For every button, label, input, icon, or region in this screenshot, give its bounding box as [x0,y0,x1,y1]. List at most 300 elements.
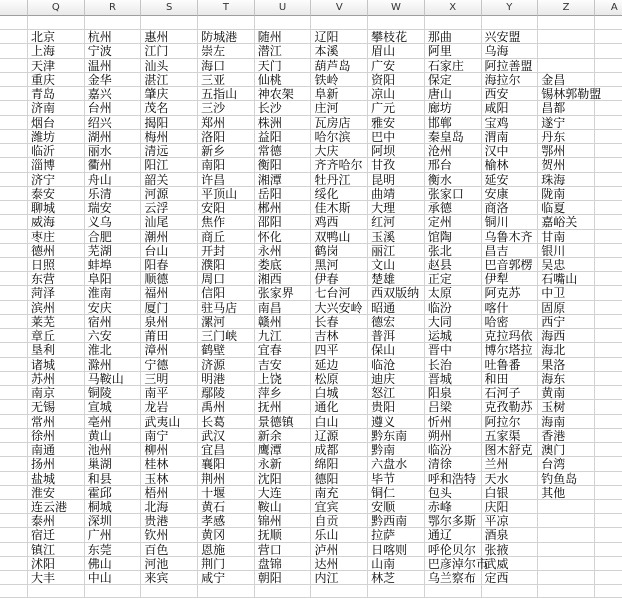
sheet-cell[interactable]: 南昌 [255,301,312,315]
sheet-cell[interactable]: 阳江 [141,158,198,172]
sheet-cell[interactable]: 固原 [538,301,595,315]
sheet-cell[interactable] [538,30,595,44]
sheet-cell[interactable]: 大同 [425,315,482,329]
sheet-cell[interactable] [0,457,28,471]
sheet-cell[interactable]: 铜仁 [368,486,425,500]
sheet-cell[interactable] [0,372,28,386]
sheet-cell[interactable]: 吉林 [311,329,368,343]
sheet-cell[interactable]: 恩施 [198,543,255,557]
sheet-cell[interactable]: 许昌 [198,173,255,187]
sheet-cell[interactable]: 自贡 [311,514,368,528]
sheet-cell[interactable]: 乌鲁木齐 [482,230,539,244]
sheet-cell[interactable] [595,158,622,172]
sheet-cell[interactable]: 黔东南 [368,429,425,443]
sheet-cell[interactable]: 赣州 [255,315,312,329]
sheet-cell[interactable]: 南阳 [198,158,255,172]
sheet-cell[interactable] [0,543,28,557]
sheet-cell[interactable] [595,101,622,115]
sheet-cell[interactable]: 定州 [425,215,482,229]
sheet-cell[interactable] [255,16,312,30]
sheet-cell[interactable] [0,472,28,486]
sheet-cell[interactable]: 鹰潭 [255,443,312,457]
sheet-cell[interactable]: 抚州 [255,400,312,414]
sheet-cell[interactable]: 博尔塔拉 [482,343,539,357]
sheet-cell[interactable]: 菏泽 [28,286,85,300]
sheet-cell[interactable]: 兴安盟 [482,30,539,44]
sheet-cell[interactable]: 开封 [198,244,255,258]
sheet-cell[interactable]: 大兴安岭 [311,301,368,315]
sheet-cell[interactable]: 和田 [482,372,539,386]
sheet-cell[interactable] [0,116,28,130]
sheet-cell[interactable]: 泰州 [28,514,85,528]
sheet-cell[interactable]: 池州 [85,443,142,457]
sheet-cell[interactable]: 泸州 [311,543,368,557]
sheet-cell[interactable]: 本溪 [311,44,368,58]
sheet-cell[interactable]: 兰州 [482,457,539,471]
sheet-cell[interactable] [595,415,622,429]
sheet-cell[interactable]: 馆陶 [425,230,482,244]
sheet-cell[interactable] [255,585,312,598]
sheet-cell[interactable]: 常州 [28,415,85,429]
sheet-cell[interactable]: 阜阳 [85,272,142,286]
sheet-cell[interactable]: 松原 [311,372,368,386]
sheet-cell[interactable]: 亳州 [85,415,142,429]
sheet-cell[interactable]: 曲靖 [368,187,425,201]
sheet-cell[interactable]: 佳木斯 [311,201,368,215]
sheet-cell[interactable]: 黄南 [538,386,595,400]
sheet-cell[interactable]: 南通 [28,443,85,457]
sheet-cell[interactable]: 其他 [538,486,595,500]
column-header-a[interactable]: A [595,0,622,16]
sheet-cell[interactable]: 玉树 [538,400,595,414]
sheet-cell[interactable] [595,585,622,598]
sheet-cell[interactable]: 海东 [538,372,595,386]
sheet-cell[interactable]: 新余 [255,429,312,443]
column-header-s[interactable]: S [141,0,198,16]
sheet-cell[interactable]: 日喀则 [368,543,425,557]
sheet-cell[interactable]: 烟台 [28,116,85,130]
sheet-cell[interactable]: 南充 [311,486,368,500]
sheet-cell[interactable]: 海北 [538,343,595,357]
sheet-cell[interactable]: 保山 [368,343,425,357]
sheet-cell[interactable]: 神农架 [255,87,312,101]
sheet-cell[interactable]: 澳门 [538,443,595,457]
sheet-cell[interactable]: 鸡西 [311,215,368,229]
sheet-cell[interactable] [595,173,622,187]
sheet-cell[interactable] [595,329,622,343]
sheet-cell[interactable]: 丽江 [368,244,425,258]
sheet-cell[interactable]: 辽源 [311,429,368,443]
sheet-cell[interactable]: 梅州 [141,130,198,144]
sheet-cell[interactable]: 宁德 [141,358,198,372]
sheet-cell[interactable] [0,144,28,158]
sheet-cell[interactable] [595,230,622,244]
sheet-cell[interactable]: 昆明 [368,173,425,187]
sheet-cell[interactable]: 钦州 [141,528,198,542]
sheet-cell[interactable]: 庄河 [311,101,368,115]
sheet-cell[interactable]: 湘西 [255,272,312,286]
sheet-cell[interactable]: 资阳 [368,73,425,87]
sheet-cell[interactable] [538,543,595,557]
sheet-cell[interactable]: 湘潭 [255,173,312,187]
sheet-cell[interactable]: 金昌 [538,73,595,87]
sheet-cell[interactable] [0,557,28,571]
sheet-cell[interactable]: 怀化 [255,230,312,244]
sheet-cell[interactable]: 钓鱼岛 [538,472,595,486]
sheet-cell[interactable]: 酒泉 [482,528,539,542]
sheet-cell[interactable]: 阿坝 [368,144,425,158]
sheet-cell[interactable]: 朝阳 [255,571,312,585]
sheet-cell[interactable]: 贵阳 [368,400,425,414]
sheet-cell[interactable]: 龙岩 [141,400,198,414]
sheet-cell[interactable]: 安庆 [85,301,142,315]
sheet-cell[interactable]: 顺德 [141,272,198,286]
sheet-cell[interactable]: 石家庄 [425,59,482,73]
sheet-cell[interactable]: 重庆 [28,73,85,87]
sheet-cell[interactable]: 毕节 [368,472,425,486]
sheet-cell[interactable]: 玉溪 [368,230,425,244]
sheet-cell[interactable]: 太原 [425,286,482,300]
sheet-cell[interactable]: 鄂州 [538,144,595,158]
sheet-cell[interactable]: 德阳 [311,472,368,486]
sheet-cell[interactable]: 鞍山 [255,500,312,514]
sheet-cell[interactable]: 云浮 [141,201,198,215]
sheet-cell[interactable]: 广安 [368,59,425,73]
sheet-cell[interactable] [595,130,622,144]
sheet-cell[interactable]: 济宁 [28,173,85,187]
sheet-cell[interactable] [0,343,28,357]
sheet-cell[interactable]: 甘南 [538,230,595,244]
sheet-cell[interactable]: 拉萨 [368,528,425,542]
sheet-cell[interactable] [0,16,28,30]
sheet-cell[interactable] [0,429,28,443]
sheet-cell[interactable]: 锡林郭勒盟 [538,87,595,101]
sheet-cell[interactable]: 乌兰察布 [425,571,482,585]
sheet-cell[interactable] [0,44,28,58]
sheet-cell[interactable]: 滨州 [28,301,85,315]
sheet-cell[interactable]: 贵港 [141,514,198,528]
sheet-cell[interactable]: 禹州 [198,400,255,414]
sheet-cell[interactable]: 凉山 [368,87,425,101]
sheet-cell[interactable] [368,16,425,30]
sheet-cell[interactable] [198,16,255,30]
sheet-cell[interactable]: 崇左 [198,44,255,58]
sheet-cell[interactable]: 大连 [255,486,312,500]
sheet-cell[interactable]: 西安 [482,87,539,101]
sheet-cell[interactable]: 巴彦淖尔市 [425,557,482,571]
sheet-cell[interactable] [0,301,28,315]
sheet-cell[interactable] [0,329,28,343]
sheet-cell[interactable]: 蚌埠 [85,258,142,272]
sheet-cell[interactable]: 三亚 [198,73,255,87]
sheet-cell[interactable]: 湖州 [85,130,142,144]
sheet-cell[interactable]: 海拉尔 [482,73,539,87]
sheet-cell[interactable]: 台湾 [538,457,595,471]
sheet-cell[interactable]: 无锡 [28,400,85,414]
sheet-cell[interactable]: 东营 [28,272,85,286]
sheet-cell[interactable]: 惠州 [141,30,198,44]
sheet-cell[interactable] [482,585,539,598]
sheet-cell[interactable]: 金华 [85,73,142,87]
sheet-cell[interactable]: 娄底 [255,258,312,272]
sheet-cell[interactable] [595,500,622,514]
sheet-cell[interactable]: 长春 [311,315,368,329]
sheet-cell[interactable]: 营口 [255,543,312,557]
sheet-cell[interactable]: 珠海 [538,173,595,187]
sheet-cell[interactable]: 铜陵 [85,386,142,400]
sheet-cell[interactable]: 临汾 [425,443,482,457]
sheet-cell[interactable]: 银川 [538,244,595,258]
sheet-cell[interactable]: 永新 [255,457,312,471]
sheet-cell[interactable]: 吉安 [255,358,312,372]
sheet-cell[interactable]: 玉林 [141,472,198,486]
sheet-cell[interactable]: 佛山 [85,557,142,571]
sheet-cell[interactable]: 德州 [28,244,85,258]
sheet-cell[interactable]: 仙桃 [255,73,312,87]
column-header-z[interactable]: Z [538,0,595,16]
sheet-cell[interactable]: 白山 [311,415,368,429]
sheet-cell[interactable] [0,400,28,414]
sheet-cell[interactable]: 通化 [311,400,368,414]
sheet-cell[interactable] [595,429,622,443]
sheet-cell[interactable]: 丹东 [538,130,595,144]
sheet-cell[interactable]: 鹤壁 [198,343,255,357]
sheet-cell[interactable] [595,571,622,585]
sheet-cell[interactable] [0,486,28,500]
sheet-cell[interactable]: 北京 [28,30,85,44]
sheet-cell[interactable]: 七台河 [311,286,368,300]
sheet-cell[interactable]: 阜新 [311,87,368,101]
sheet-cell[interactable]: 海口 [198,59,255,73]
sheet-cell[interactable]: 葫芦岛 [311,59,368,73]
sheet-cell[interactable] [0,30,28,44]
sheet-cell[interactable]: 芜湖 [85,244,142,258]
sheet-cell[interactable]: 邵阳 [255,215,312,229]
sheet-cell[interactable]: 保定 [425,73,482,87]
sheet-cell[interactable] [538,557,595,571]
sheet-cell[interactable]: 宣城 [85,400,142,414]
sheet-cell[interactable]: 六安 [85,329,142,343]
sheet-cell[interactable]: 霍邱 [85,486,142,500]
sheet-cell[interactable] [0,315,28,329]
sheet-cell[interactable]: 漳州 [141,343,198,357]
sheet-cell[interactable]: 鹤岗 [311,244,368,258]
sheet-cell[interactable]: 晋中 [425,343,482,357]
column-header-partial[interactable] [0,0,28,16]
sheet-cell[interactable]: 克孜勒苏 [482,400,539,414]
sheet-cell[interactable]: 聊城 [28,201,85,215]
sheet-cell[interactable]: 瓦房店 [311,116,368,130]
sheet-cell[interactable]: 四平 [311,343,368,357]
sheet-cell[interactable] [0,500,28,514]
sheet-cell[interactable]: 威海 [28,215,85,229]
sheet-cell[interactable]: 安顺 [368,500,425,514]
sheet-cell[interactable] [538,571,595,585]
sheet-cell[interactable]: 江门 [141,44,198,58]
sheet-cell[interactable]: 宝鸡 [482,116,539,130]
sheet-cell[interactable]: 武威 [482,557,539,571]
sheet-cell[interactable]: 昌吉 [482,244,539,258]
sheet-cell[interactable]: 新乡 [198,144,255,158]
sheet-cell[interactable]: 长沙 [255,101,312,115]
sheet-cell[interactable]: 铁岭 [311,73,368,87]
sheet-cell[interactable] [595,301,622,315]
sheet-cell[interactable] [0,187,28,201]
sheet-cell[interactable] [595,144,622,158]
sheet-cell[interactable] [85,16,142,30]
sheet-cell[interactable]: 衢州 [85,158,142,172]
sheet-cell[interactable]: 绍兴 [85,116,142,130]
sheet-cell[interactable]: 巴中 [368,130,425,144]
sheet-cell[interactable] [198,585,255,598]
sheet-cell[interactable]: 辽阳 [311,30,368,44]
sheet-cell[interactable]: 平凉 [482,514,539,528]
sheet-cell[interactable]: 百色 [141,543,198,557]
sheet-cell[interactable]: 伊春 [311,272,368,286]
sheet-cell[interactable]: 普洱 [368,329,425,343]
sheet-cell[interactable]: 宜宾 [311,500,368,514]
sheet-cell[interactable] [0,443,28,457]
sheet-cell[interactable] [0,59,28,73]
sheet-cell[interactable] [538,44,595,58]
sheet-cell[interactable]: 宜昌 [198,443,255,457]
sheet-cell[interactable]: 天津 [28,59,85,73]
sheet-cell[interactable]: 来宾 [141,571,198,585]
sheet-cell[interactable] [0,358,28,372]
sheet-cell[interactable] [0,272,28,286]
sheet-cell[interactable]: 绥化 [311,187,368,201]
sheet-cell[interactable]: 桐城 [85,500,142,514]
sheet-cell[interactable]: 通辽 [425,528,482,542]
sheet-cell[interactable]: 韶关 [141,173,198,187]
sheet-cell[interactable]: 甘孜 [368,158,425,172]
sheet-cell[interactable]: 荆门 [198,557,255,571]
sheet-cell[interactable]: 忻州 [425,415,482,429]
sheet-cell[interactable]: 吕梁 [425,400,482,414]
sheet-cell[interactable]: 天门 [255,59,312,73]
sheet-cell[interactable] [595,44,622,58]
sheet-cell[interactable]: 东莞 [85,543,142,557]
column-header-u[interactable]: U [255,0,312,16]
sheet-cell[interactable]: 三门峡 [198,329,255,343]
sheet-cell[interactable]: 陇南 [538,187,595,201]
sheet-cell[interactable]: 内江 [311,571,368,585]
sheet-cell[interactable]: 嘉峪关 [538,215,595,229]
sheet-cell[interactable]: 濮阳 [198,258,255,272]
sheet-cell[interactable]: 西双版纳 [368,286,425,300]
sheet-cell[interactable]: 马鞍山 [85,372,142,386]
sheet-cell[interactable]: 哈尔滨 [311,130,368,144]
sheet-cell[interactable]: 吴忠 [538,258,595,272]
sheet-cell[interactable]: 贺州 [538,158,595,172]
sheet-cell[interactable]: 汉中 [482,144,539,158]
sheet-cell[interactable]: 承德 [425,201,482,215]
sheet-cell[interactable]: 台山 [141,244,198,258]
sheet-cell[interactable]: 舟山 [85,173,142,187]
sheet-cell[interactable]: 广州 [85,528,142,542]
sheet-cell[interactable]: 廊坊 [425,101,482,115]
sheet-cell[interactable]: 阳春 [141,258,198,272]
sheet-cell[interactable]: 阿里 [425,44,482,58]
sheet-cell[interactable]: 临汾 [425,301,482,315]
sheet-cell[interactable]: 宁波 [85,44,142,58]
sheet-cell[interactable]: 雅安 [368,116,425,130]
sheet-cell[interactable]: 永州 [255,244,312,258]
sheet-cell[interactable] [595,201,622,215]
sheet-cell[interactable]: 揭阳 [141,116,198,130]
sheet-cell[interactable]: 青岛 [28,87,85,101]
sheet-cell[interactable]: 赵县 [425,258,482,272]
sheet-cell[interactable]: 焦作 [198,215,255,229]
sheet-cell[interactable] [0,571,28,585]
sheet-cell[interactable]: 荆州 [198,472,255,486]
sheet-cell[interactable] [595,244,622,258]
sheet-cell[interactable] [595,258,622,272]
sheet-cell[interactable] [595,443,622,457]
sheet-cell[interactable]: 九江 [255,329,312,343]
sheet-cell[interactable]: 张北 [425,244,482,258]
sheet-cell[interactable]: 河池 [141,557,198,571]
sheet-cell[interactable]: 咸宁 [198,571,255,585]
sheet-cell[interactable]: 潜江 [255,44,312,58]
sheet-cell[interactable]: 孝感 [198,514,255,528]
sheet-cell[interactable]: 信阳 [198,286,255,300]
sheet-cell[interactable] [425,16,482,30]
sheet-cell[interactable] [595,486,622,500]
sheet-cell[interactable]: 汕尾 [141,215,198,229]
sheet-cell[interactable]: 六盘水 [368,457,425,471]
sheet-cell[interactable] [595,472,622,486]
sheet-cell[interactable] [595,557,622,571]
sheet-cell[interactable]: 周口 [198,272,255,286]
sheet-cell[interactable] [595,73,622,87]
sheet-cell[interactable] [595,400,622,414]
sheet-cell[interactable]: 文山 [368,258,425,272]
sheet-cell[interactable]: 包头 [425,486,482,500]
sheet-cell[interactable]: 嘉兴 [85,87,142,101]
sheet-cell[interactable] [538,500,595,514]
sheet-cell[interactable]: 常德 [255,144,312,158]
sheet-cell[interactable]: 临夏 [538,201,595,215]
sheet-cell[interactable]: 昭通 [368,301,425,315]
sheet-cell[interactable]: 安康 [482,187,539,201]
sheet-cell[interactable]: 那曲 [425,30,482,44]
sheet-cell[interactable]: 茂名 [141,101,198,115]
sheet-cell[interactable]: 吐鲁番 [482,358,539,372]
sheet-cell[interactable]: 乐清 [85,187,142,201]
sheet-cell[interactable] [0,173,28,187]
sheet-cell[interactable]: 宿迁 [28,528,85,542]
sheet-cell[interactable]: 郑州 [198,116,255,130]
sheet-cell[interactable]: 锦州 [255,514,312,528]
sheet-cell[interactable]: 黄石 [198,500,255,514]
sheet-cell[interactable]: 岳阳 [255,187,312,201]
sheet-cell[interactable]: 克拉玛依 [482,329,539,343]
sheet-cell[interactable]: 南京 [28,386,85,400]
sheet-cell[interactable]: 延边 [311,358,368,372]
sheet-cell[interactable]: 阿拉尔 [482,415,539,429]
sheet-cell[interactable] [0,130,28,144]
sheet-cell[interactable]: 呼和浩特 [425,472,482,486]
sheet-cell[interactable]: 榆林 [482,158,539,172]
sheet-cell[interactable] [141,16,198,30]
sheet-cell[interactable]: 济源 [198,358,255,372]
sheet-cell[interactable]: 临沧 [368,358,425,372]
sheet-cell[interactable]: 庆阳 [482,500,539,514]
sheet-cell[interactable]: 潮州 [141,230,198,244]
sheet-cell[interactable]: 上海 [28,44,85,58]
sheet-cell[interactable]: 南宁 [141,429,198,443]
